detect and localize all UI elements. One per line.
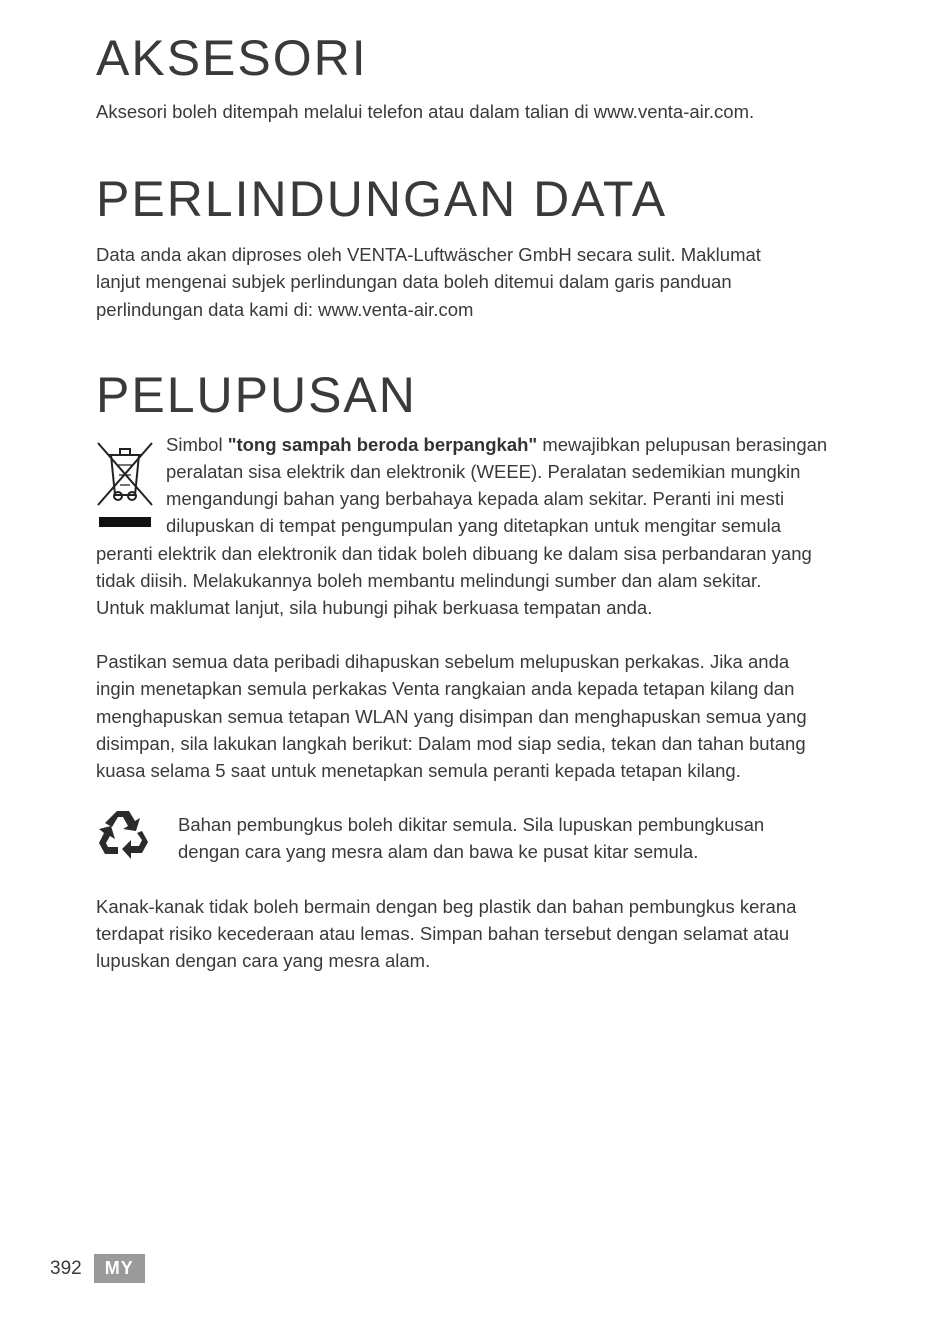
section-title-aksesori: AKSESORI — [96, 30, 368, 86]
text-line: tidak diisih. Melakukannya boleh membantu melindungi sumber dan alam sekitar. — [96, 569, 762, 591]
text-line: mengandungi bahan yang berbahaya kepada alam sekitar. Peranti ini mesti — [166, 488, 785, 510]
aksesori-body: Aksesori boleh ditempah melalui telefon atau dalam talian di www.venta-air.com. — [96, 101, 755, 122]
text-line: peralatan sisa elektrik dan elektronik (WEEE). Peralatan sedemikian mungkin — [166, 461, 801, 483]
bold-term: "tong sampah beroda berpangkah" — [227, 433, 538, 455]
crossed-out-wheelie-bin-icon — [96, 439, 154, 529]
text-line: Pastikan semua data peribadi dihapuskan sebelum melupuskan perkakas. Jika anda — [96, 651, 790, 673]
text-line: dilupuskan di tempat pengumpulan yang ditetapkan untuk mengitar semula — [166, 515, 782, 537]
text-line: peranti elektrik dan elektronik dan tidak boleh dibuang ke dalam sisa perbandaran yang — [96, 542, 812, 564]
page-number: 392 — [50, 1257, 82, 1279]
perlindungan-body — [96, 241, 856, 323]
text-line: perlindungan data kami di: www.venta-air.com — [96, 298, 474, 320]
language-badge: MY — [94, 1254, 145, 1283]
text-fragment: mewajibkan pelupusan berasingan — [537, 433, 828, 455]
text-line: kuasa selama 5 saat untuk menetapkan semula peranti kepada tetapan kilang. — [96, 760, 741, 782]
text-line: Kanak-kanak tidak boleh bermain dengan beg plastik dan bahan pembungkus kerana — [96, 895, 797, 917]
data-reset-paragraph — [96, 648, 856, 784]
text-line: Untuk maklumat lanjut, sila hubungi pihak berkuasa tempatan anda. — [96, 597, 653, 619]
packaging-text — [178, 811, 764, 865]
text-line: menghapuskan semua tetapan WLAN yang disimpan dan menghapuskan semua yang — [96, 705, 807, 727]
packaging-notice — [96, 811, 856, 865]
weee-notice — [96, 431, 856, 621]
text-line: lupuskan dengan cara yang mesra alam. — [96, 950, 431, 972]
text-line: Bahan pembungkus boleh dikitar semula. Sila lupuskan pembungkusan — [178, 814, 765, 836]
text-line: dengan cara yang mesra alam dan bawa ke pusat kitar semula. — [178, 841, 699, 863]
weee-text — [96, 431, 856, 621]
page-footer — [50, 1254, 145, 1283]
recycle-icon — [96, 807, 150, 861]
text-line: Data anda akan diproses oleh VENTA-Luftwäscher GmbH secara sulit. Maklumat — [96, 244, 761, 266]
section-title-perlindungan-data: PERLINDUNGAN DATA — [96, 171, 668, 228]
text-fragment: Simbol — [166, 433, 228, 455]
document-page — [96, 28, 856, 974]
text-line: ingin menetapkan semula perkakas Venta rangkaian anda kepada tetapan kilang dan — [96, 678, 795, 700]
children-warning-paragraph — [96, 893, 856, 975]
section-title-pelupusan: PELUPUSAN — [96, 366, 417, 423]
text-line: terdapat risiko kecederaan atau lemas. Simpan bahan tersebut dengan selamat atau — [96, 922, 790, 944]
text-line: disimpan, sila lakukan langkah berikut: Dalam mod siap sedia, tekan dan tahan butang — [96, 732, 806, 754]
text-line: lanjut mengenai subjek perlindungan data boleh ditemui dalam garis panduan — [96, 271, 732, 293]
